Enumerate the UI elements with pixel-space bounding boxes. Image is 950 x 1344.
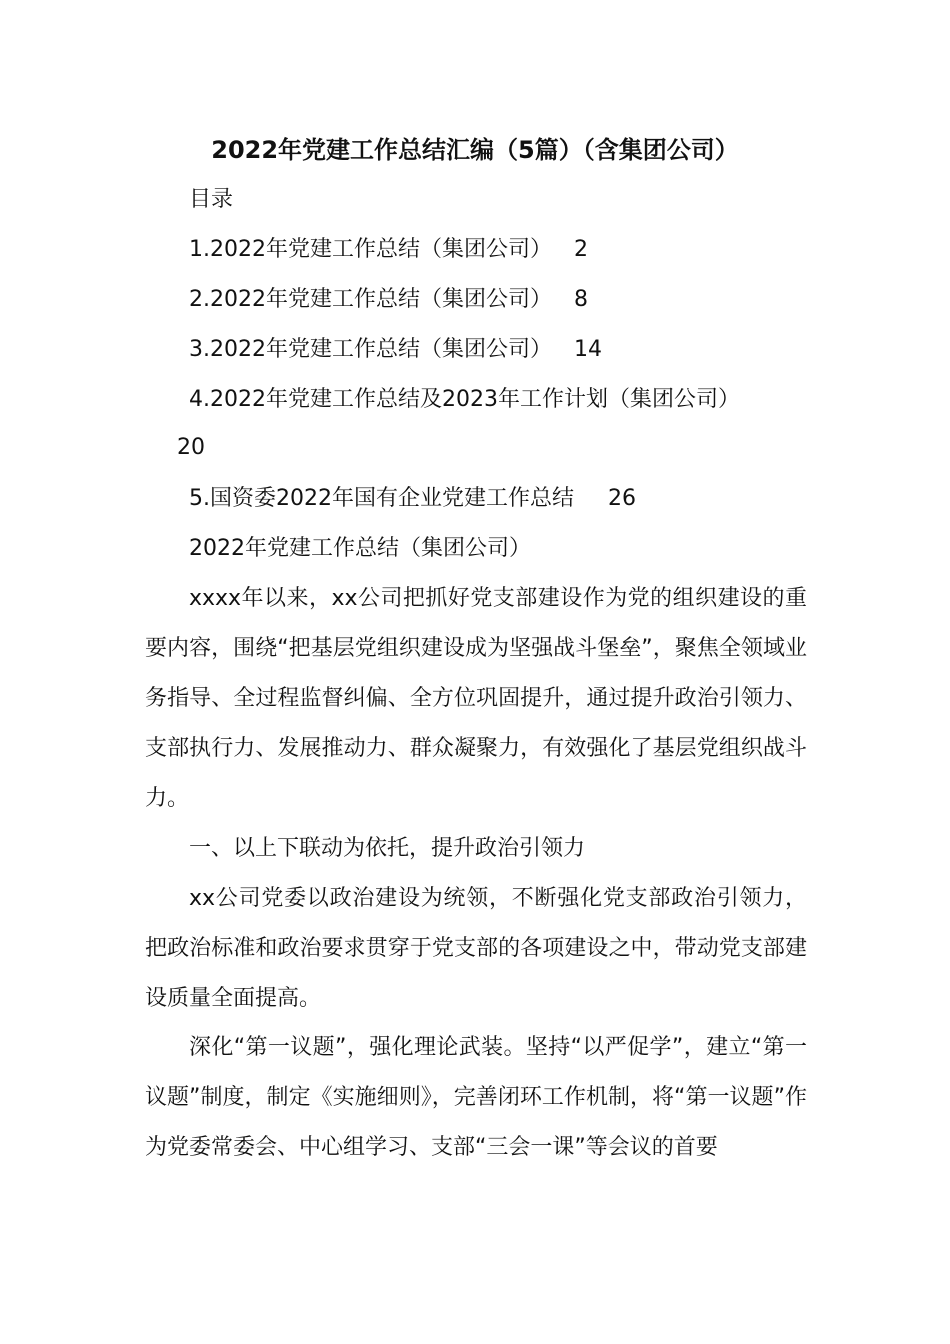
- toc-item-4: [189, 385, 740, 415]
- toc-item-4-page: 20: [177, 435, 205, 460]
- body-paragraph-1: xxxx年以来，xx公司把抓好党支部建设作为党的组织建设的重要内容，围绕“把基层党组织建设成为坚强战斗堡垒”，聚焦全领域业务指导、全过程监督纠偏、全方位巩固提升，通过提升政治引领力、支部执行力、发展推动力、群众凝聚力，有效强化了基层党组织战斗力。: [145, 586, 807, 811]
- body-paragraph-2: xx公司党委以政治建设为统领，不断强化党支部政治引领力，把政治标准和政治要求贯穿于党支部的各项建设之中，带动党支部建设质量全面提高。: [145, 886, 807, 1011]
- section-title: 2022年党建工作总结（集团公司）: [189, 536, 531, 561]
- section-heading-1: 一、以上下联动为依托，提升政治引领力: [189, 836, 586, 861]
- document-title: 2022年党建工作总结汇编（5篇）（含集团公司）: [211, 136, 739, 164]
- toc-item-page: 2: [573, 237, 588, 262]
- toc-item-page: 26: [607, 486, 636, 511]
- body-paragraph-3: 深化“第一议题”，强化理论武装。坚持“以严促学”，建立“第一议题”制度，制定《实施细则》，完善闭环工作机制，将“第一议题”作为党委常委会、中心组学习、支部“三会一课”等会议的首要: [145, 1035, 807, 1160]
- toc-item-page: 14: [573, 337, 602, 362]
- toc-item-label: 4.2022年党建工作总结及2023年工作计划（集团公司）: [189, 387, 740, 412]
- toc-item-5: [189, 484, 636, 514]
- toc-item-page: 8: [573, 287, 588, 312]
- toc-item-label: 3.2022年党建工作总结（集团公司）: [189, 337, 552, 362]
- toc-item-label: 1.2022年党建工作总结（集团公司）: [189, 237, 552, 262]
- toc-item-label: 5.国资委2022年国有企业党建工作总结: [189, 486, 574, 511]
- toc-item-label: 2.2022年党建工作总结（集团公司）: [189, 287, 552, 312]
- toc-item-2: [189, 285, 588, 315]
- toc-heading: 目录: [189, 187, 234, 212]
- toc-item-1: [189, 235, 588, 265]
- toc-item-3: [189, 335, 602, 365]
